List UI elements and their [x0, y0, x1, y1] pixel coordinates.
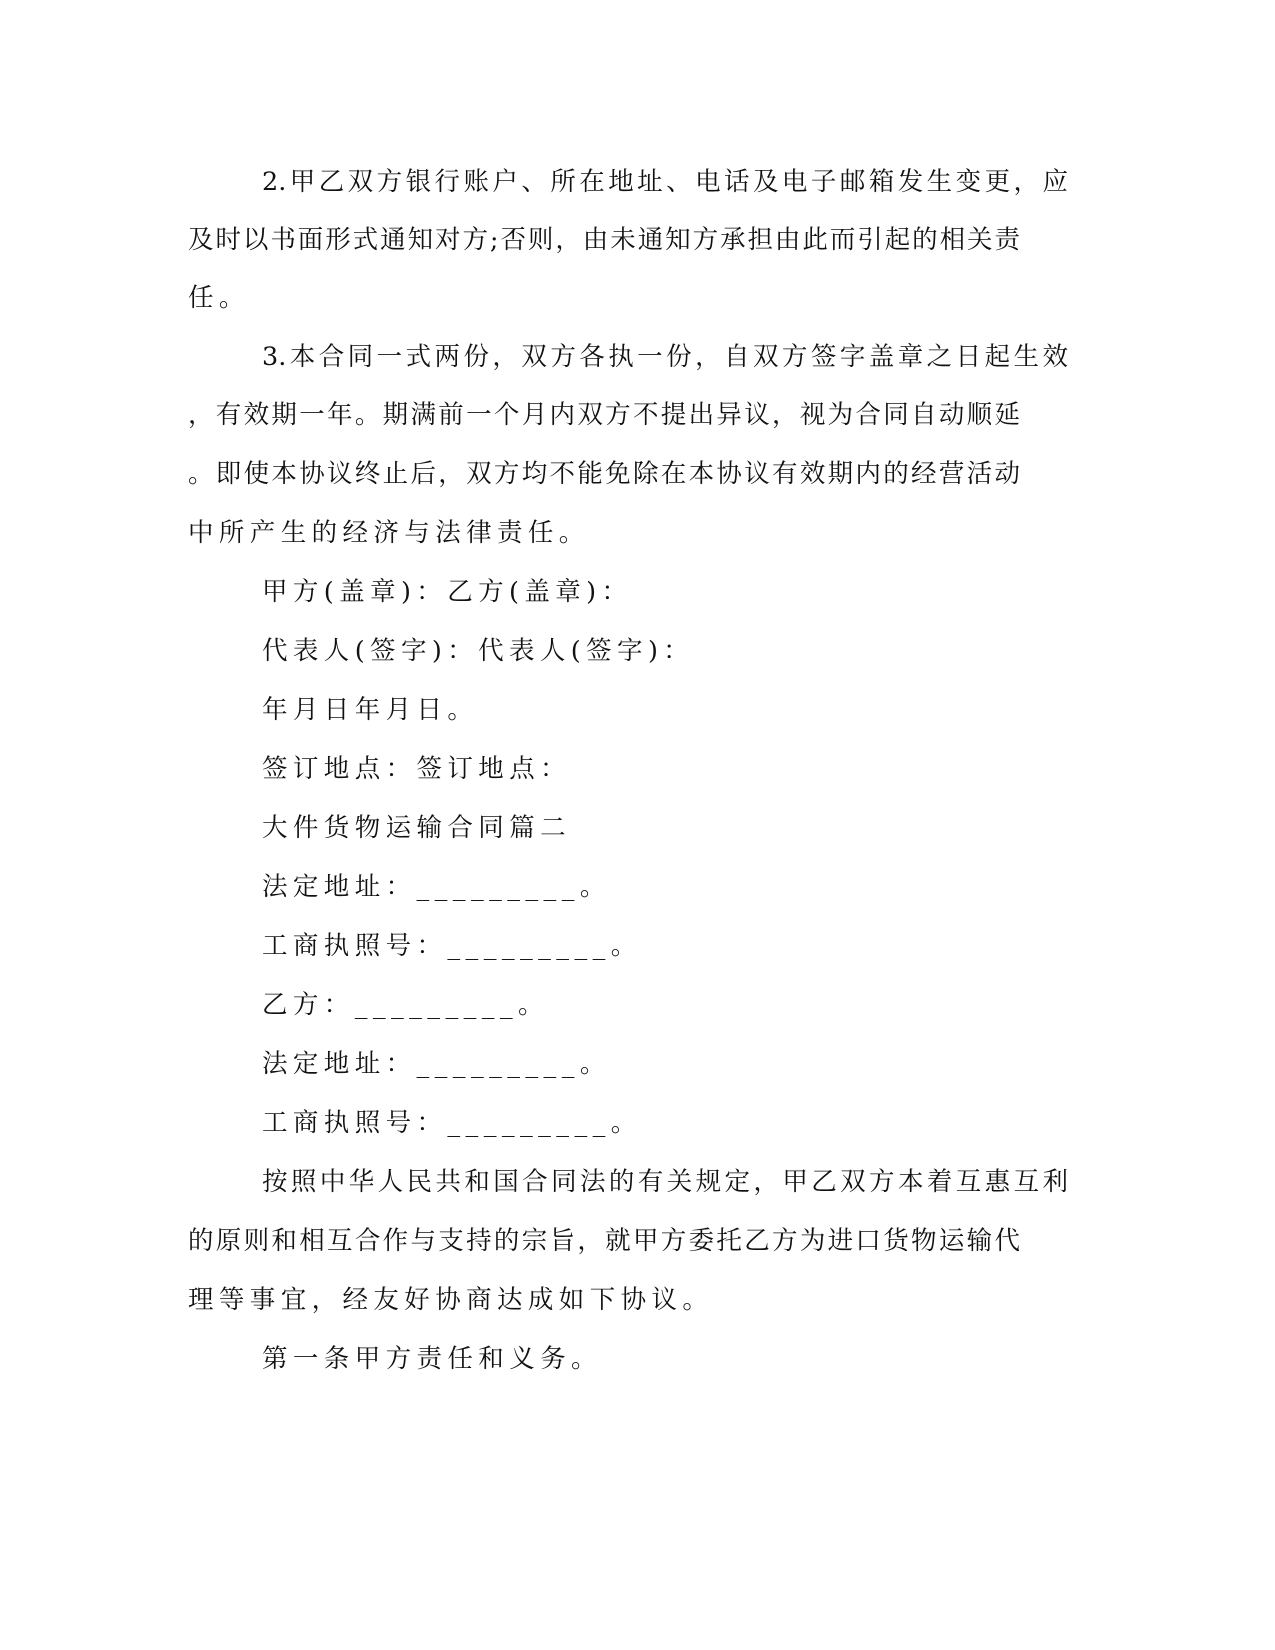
clause-2-line-1: 2.甲乙双方银行账户、所在地址、电话及电子邮箱发生变更，应 [262, 167, 1068, 197]
preamble-line-2: 的原则和相互合作与支持的宗旨，就甲方委托乙方为进口货物运输代 [188, 1226, 1020, 1256]
party-b-license-line: 工商执照号：_________。 [262, 1108, 642, 1138]
preamble-line-3: 理等事宜，经友好协商达成如下协议。 [188, 1285, 714, 1315]
clause-2-line-2: 及时以书面形式通知对方;否则，由未通知方承担由此而引起的相关责 [188, 225, 1020, 255]
section-title: 大件货物运输合同篇二 [262, 813, 572, 843]
article-1-heading: 第一条甲方责任和义务。 [262, 1344, 602, 1374]
date-line: 年月日年月日。 [262, 695, 479, 725]
signature-line: 代表人(签字)：代表人(签字)： [262, 636, 695, 666]
party-b-line: 乙方：_________。 [262, 990, 549, 1020]
clause-3-line-1: 3.本合同一式两份，双方各执一份，自双方签字盖章之日起生效 [262, 342, 1068, 372]
signing-place-line: 签订地点：签订地点： [262, 754, 572, 784]
preamble-line-1: 按照中华人民共和国合同法的有关规定，甲乙双方本着互惠互利 [262, 1167, 1068, 1197]
party-a-license-line: 工商执照号：_________。 [262, 931, 642, 961]
party-b-address-line: 法定地址：_________。 [262, 1049, 611, 1079]
clause-3-line-2: ，有效期一年。期满前一个月内双方不提出异议，视为合同自动顺延 [188, 400, 1020, 430]
clause-2-line-3: 任。 [188, 283, 250, 313]
seal-line: 甲方(盖章)：乙方(盖章)： [262, 577, 633, 607]
party-a-address-line: 法定地址：_________。 [262, 872, 611, 902]
clause-3-line-4: 中所产生的经济与法律责任。 [188, 518, 590, 548]
clause-3-line-3: 。即使本协议终止后，双方均不能免除在本协议有效期内的经营活动 [188, 459, 1020, 489]
